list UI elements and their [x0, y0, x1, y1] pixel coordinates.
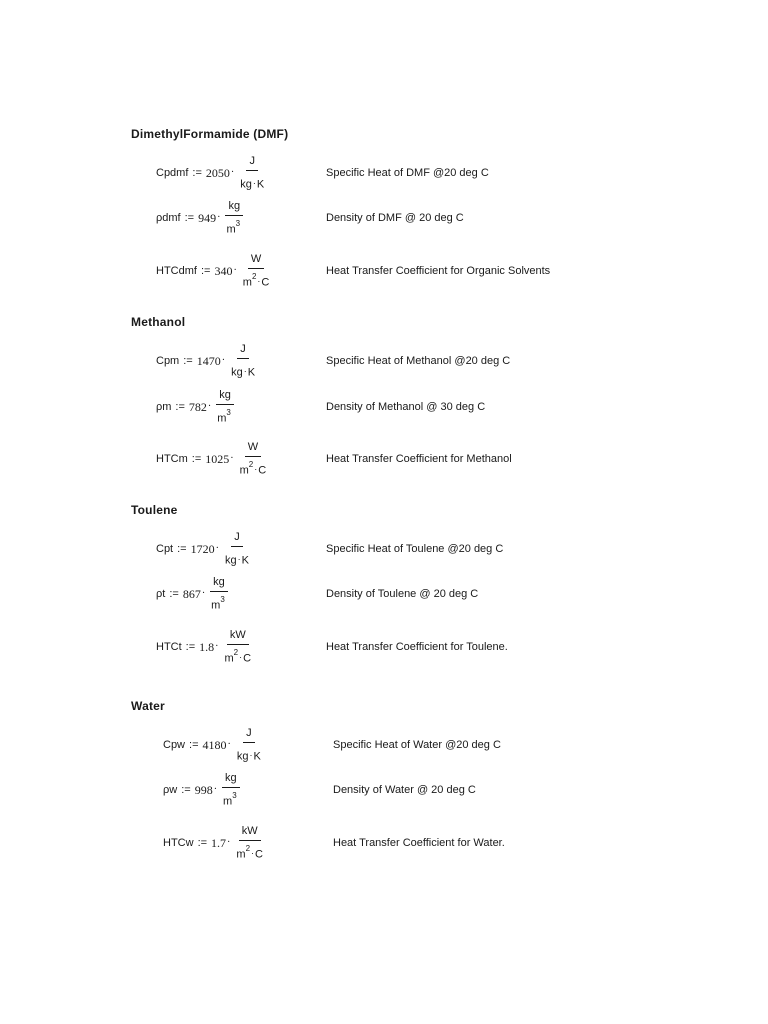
unit-fraction: [222, 531, 252, 568]
variable-name: HTCt: [156, 641, 182, 653]
value: 949: [198, 210, 217, 225]
value: 867: [182, 586, 201, 601]
unit-fraction: [240, 253, 273, 290]
unit-numerator: kW: [239, 825, 261, 841]
unit-numerator: kW: [227, 629, 249, 645]
assign-operator: :=: [184, 212, 195, 224]
unit-denominator: $m^3$: [211, 594, 225, 612]
equation-row: [156, 529, 616, 569]
equation: [156, 251, 272, 291]
value: 782: [188, 399, 207, 414]
value: 340: [214, 263, 233, 278]
equation: [156, 574, 230, 614]
variable-name: ρt: [156, 588, 166, 600]
unit-denominator: kg·K: [224, 554, 249, 567]
unit-fraction: [223, 200, 245, 237]
multiply-dot: ·: [207, 400, 212, 412]
variable-name: HTCm: [156, 453, 188, 465]
value: 1025: [205, 451, 230, 466]
variable-name: HTCdmf: [156, 265, 197, 277]
equation-row: [156, 341, 616, 381]
equation-row: [156, 251, 616, 291]
variable-name: ρdmf: [156, 212, 181, 224]
equation: [163, 770, 242, 810]
description: Heat Transfer Coefficient for Toulene.: [326, 641, 508, 653]
unit-denominator: $m^3$: [226, 218, 241, 236]
unit-denominator: kg·K: [236, 750, 261, 763]
variable-name: Cpt: [156, 543, 174, 555]
unit-denominator: $m^3$: [223, 790, 237, 808]
value: 1.7: [211, 835, 227, 850]
unit-numerator: kg: [216, 389, 234, 405]
section-title-methanol: Methanol: [131, 315, 186, 329]
multiply-dot: ·: [213, 783, 218, 795]
description: Heat Transfer Coefficient for Methanol: [326, 453, 512, 465]
assign-operator: :=: [181, 784, 191, 796]
equation-row: [156, 198, 616, 238]
description: Density of Toulene @ 20 deg C: [326, 588, 479, 600]
assign-operator: :=: [169, 588, 179, 600]
unit-denominator: kg·K: [231, 366, 256, 379]
equation-row: [163, 725, 623, 765]
variable-name: ρw: [163, 784, 178, 796]
equation: [156, 439, 269, 479]
assign-operator: :=: [175, 401, 185, 413]
equation: [156, 198, 245, 238]
unit-fraction: [234, 727, 264, 764]
unit-numerator: W: [245, 441, 261, 457]
multiply-dot: ·: [230, 452, 234, 464]
unit-fraction: [220, 772, 242, 809]
multiply-dot: ·: [230, 166, 235, 178]
assign-operator: :=: [197, 837, 208, 849]
unit-denominator: kg·K: [240, 178, 265, 191]
value: 4180: [202, 737, 227, 752]
unit-fraction: [237, 155, 267, 192]
unit-denominator: $m^2\cdot C$: [239, 459, 267, 477]
value: 1720: [190, 541, 215, 556]
equation: [156, 627, 254, 667]
unit-numerator: J: [237, 343, 249, 359]
multiply-dot: ·: [227, 738, 231, 750]
equation-row: [163, 823, 623, 863]
assign-operator: :=: [200, 265, 211, 277]
unit-fraction: [214, 389, 236, 426]
value: 1470: [196, 353, 221, 368]
multiply-dot: ·: [217, 211, 221, 223]
assign-operator: :=: [192, 167, 202, 179]
description: Heat Transfer Coefficient for Organic Solvents: [326, 265, 551, 277]
multiply-dot: ·: [233, 264, 237, 276]
assign-operator: :=: [177, 543, 187, 555]
equation: [156, 387, 236, 427]
variable-name: ρm: [156, 401, 172, 413]
equation-row: [156, 439, 616, 479]
description: Density of Water @ 20 deg C: [333, 784, 476, 796]
section-title-dmf: DimethylFormamide (DMF): [131, 127, 289, 141]
multiply-dot: ·: [201, 587, 206, 599]
assign-operator: :=: [191, 453, 202, 465]
multiply-dot: ·: [215, 640, 219, 652]
unit-fraction: [228, 343, 258, 380]
description: Heat Transfer Coefficient for Water.: [333, 837, 505, 849]
description: Specific Heat of Toulene @20 deg C: [326, 543, 504, 555]
unit-numerator: J: [246, 155, 258, 171]
description: Density of Methanol @ 30 deg C: [326, 401, 486, 413]
equation-row: [156, 627, 616, 667]
multiply-dot: ·: [221, 354, 226, 366]
unit-numerator: W: [248, 253, 264, 269]
variable-name: Cpdmf: [156, 167, 189, 179]
equation: [156, 341, 258, 381]
unit-numerator: kg: [222, 772, 240, 788]
equation-row: [156, 387, 616, 427]
multiply-dot: ·: [215, 542, 219, 554]
assign-operator: :=: [189, 739, 199, 751]
equation-row: [156, 574, 616, 614]
value: 1.8: [199, 639, 215, 654]
value: 2050: [205, 165, 230, 180]
description: Specific Heat of DMF @20 deg C: [326, 167, 489, 179]
description: Density of DMF @ 20 deg C: [326, 212, 464, 224]
unit-denominator: $m^2\cdot C$: [224, 647, 252, 665]
unit-denominator: $m^2\cdot C$: [236, 843, 263, 861]
equation: [163, 823, 266, 863]
description: Specific Heat of Water @20 deg C: [333, 739, 501, 751]
variable-name: Cpw: [163, 739, 186, 751]
equation-row: [156, 153, 616, 193]
value: 998: [194, 782, 213, 797]
unit-denominator: $m^2\cdot C$: [242, 271, 270, 289]
unit-numerator: J: [243, 727, 255, 743]
section-title-toulene: Toulene: [131, 503, 178, 517]
unit-fraction: [208, 576, 230, 613]
equation: [156, 529, 252, 569]
equation: [163, 725, 264, 765]
unit-numerator: kg: [210, 576, 228, 592]
variable-name: HTCw: [163, 837, 194, 849]
description: Specific Heat of Methanol @20 deg C: [326, 355, 511, 367]
section-title-water: Water: [131, 699, 165, 713]
unit-fraction: [237, 441, 270, 478]
multiply-dot: ·: [227, 836, 231, 848]
unit-fraction: [233, 825, 266, 862]
unit-numerator: J: [231, 531, 243, 547]
unit-denominator: $m^3$: [217, 407, 231, 425]
unit-fraction: [222, 629, 255, 666]
equation-row: [163, 770, 623, 810]
equation: [156, 153, 267, 193]
assign-operator: :=: [183, 355, 193, 367]
unit-numerator: kg: [225, 200, 243, 216]
variable-name: Cpm: [156, 355, 180, 367]
assign-operator: :=: [185, 641, 196, 653]
